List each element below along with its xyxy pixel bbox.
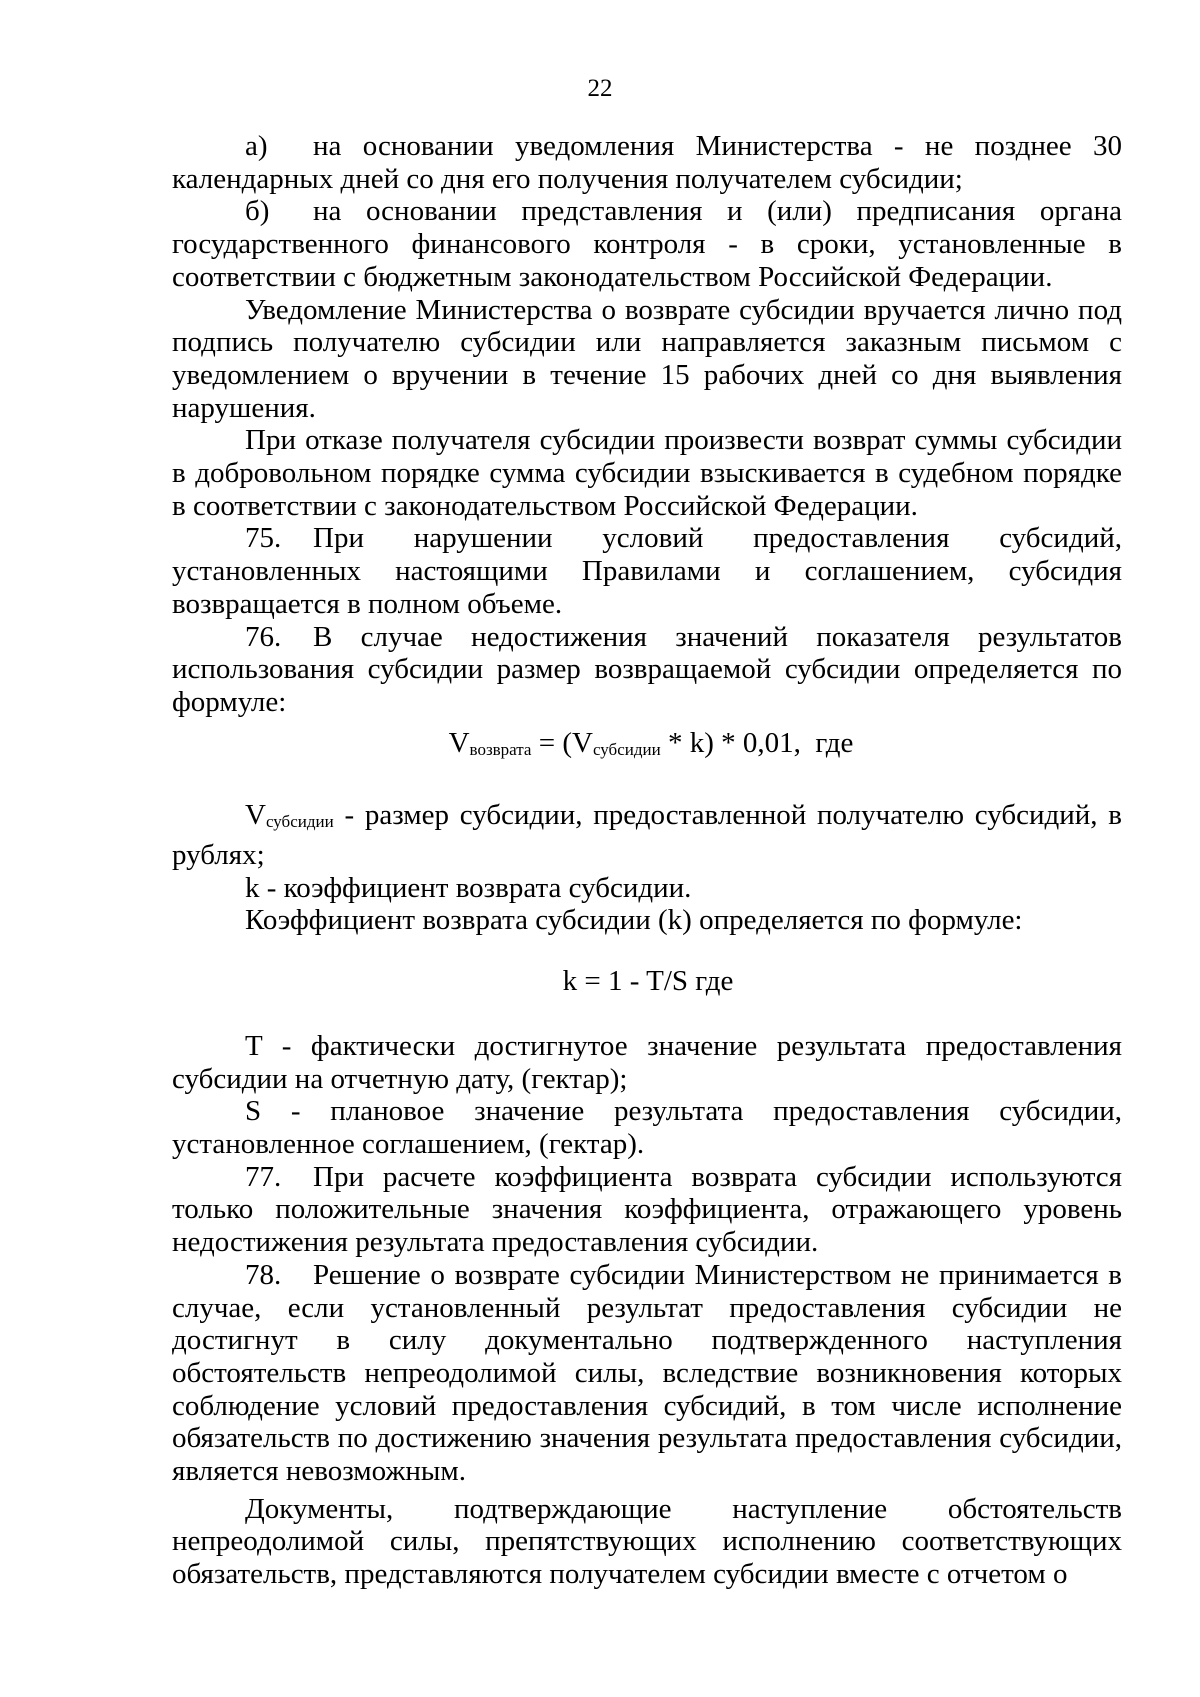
clause-number-78: 78.	[245, 1258, 282, 1291]
paragraph-k-intro: Коэффициент возврата субсидии (k) определяется по формуле:	[245, 904, 1023, 937]
paragraph-77	[172, 1161, 1122, 1259]
paragraph-t-definition: T - фактически достигнутое значение результата предоставления субсидии на отчетную дату, (гектар);	[172, 1029, 1122, 1095]
page-number: 22	[587, 75, 613, 102]
paragraph-77-text: При расчете коэффициента возврата субсидии используются только положительные значения коэффициента, отражающего уровень недостижения результата предоставления субсидии.	[172, 1160, 1122, 1259]
formula-equals-open: = (	[531, 726, 572, 759]
vsub-label: V	[245, 799, 266, 832]
paragraph-b	[172, 195, 1122, 293]
item-marker-b: б)	[245, 195, 270, 228]
paragraph-75-text: При нарушении условий предоставления субсидий, установленных настоящими Правилами и соглашением, субсидия возвращается в полном объеме.	[172, 522, 1122, 620]
paragraph-78	[172, 1259, 1122, 1488]
paragraph-notification: Уведомление Министерства о возврате субсидии вручается лично под подпись получателю субсидии или направляется заказным письмом с уведомлением о вручении в течение 15 рабочих дней со дня выявления нарушения.	[172, 293, 1122, 424]
paragraph-s-definition: S - плановое значение результата предоставления субсидии, установленное соглашением, (гектар).	[172, 1095, 1122, 1160]
paragraph-76	[172, 621, 1122, 719]
formula-rest: * k) * 0,01, где	[660, 726, 854, 759]
paragraph-78-text: Решение о возврате субсидии Министерством не принимается в случае, если установленный результат предоставления субсидии не достигнут в силу документально подтвержденного наступления обстоятельств непреодолимой силы, вследствие возникновения которых соблюдение условий предоставления субсидий, в том числе исполнение обязательств по достижению значения результата предоставления субсидии, является невозможным.	[172, 1258, 1122, 1488]
clause-number-75: 75.	[245, 522, 282, 555]
paragraph-refusal: При отказе получателя субсидии произвести возврат суммы субсидии в добровольном порядке сумма субсидии взыскивается в судебном порядке в соответствии с законодательством Российской Федерации.	[172, 424, 1122, 522]
vsub-definition-text: - размер субсидии, предоставленной получателю субсидий, в рублях;	[172, 799, 1122, 872]
paragraph-documents: Документы, подтверждающие наступление обстоятельств непреодолимой силы, препятствующих исполнению соответствующих обязательств, представляются получателем субсидии вместе с отчетом о	[172, 1492, 1122, 1591]
formula-k-coefficient: k = 1 - T/S где	[562, 965, 734, 998]
paragraph-76-text: В случае недостижения значений показателя результатов использования субсидии размер возвращаемой субсидии определяется по формуле:	[172, 620, 1122, 718]
paragraph-b-text: на основании представления и (или) предписания органа государственного финансового контроля - в сроки, установленные в соответствии с бюджетным законодательством Российской Федерации.	[172, 195, 1122, 293]
paragraph-75	[172, 522, 1122, 620]
item-marker-a: а)	[245, 130, 268, 162]
formula-v-return-subscript: возврата	[469, 739, 532, 759]
paragraph-k-definition: k - коэффициент возврата субсидии.	[245, 871, 692, 904]
formula-v-return: V	[448, 726, 470, 759]
document-body	[172, 130, 1122, 1591]
paragraph-a	[172, 130, 1122, 195]
clause-number-77: 77.	[245, 1160, 282, 1193]
vsub-label-subscript: субсидии	[265, 812, 334, 832]
formula-return-amount	[172, 727, 1122, 767]
formula-v-subsidy: V	[572, 726, 593, 759]
formula-v-subsidy-subscript: субсидии	[592, 739, 661, 759]
clause-number-76: 76.	[245, 620, 282, 653]
paragraph-a-text: на основании уведомления Министерства - не позднее 30 календарных дней со дня его получения получателем субсидии;	[172, 130, 1122, 195]
paragraph-vsub-definition	[172, 799, 1122, 871]
